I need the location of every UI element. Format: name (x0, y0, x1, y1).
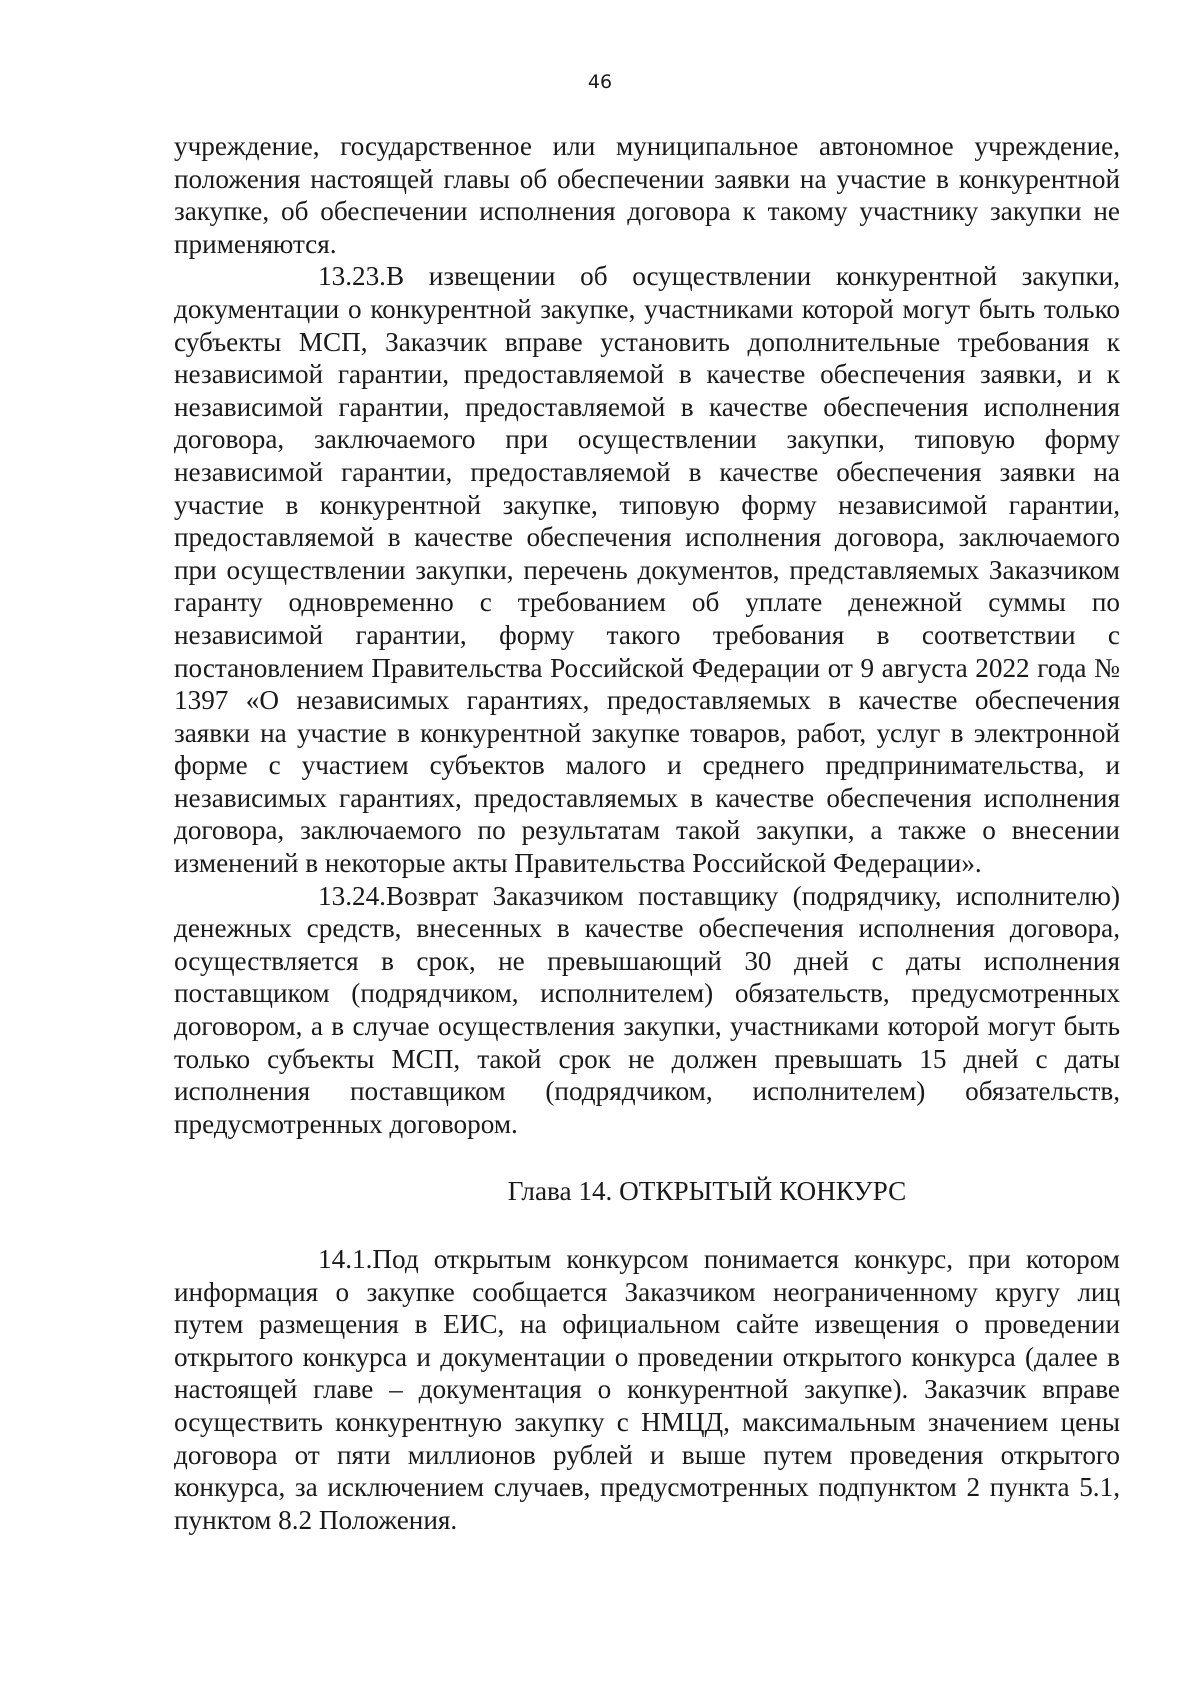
page-number: 46 (587, 71, 613, 93)
clause-number: 14.1. (318, 1244, 373, 1274)
clause-text: Под открытым конкурсом понимается конкурс, при котором информация о закупке сообщается Заказчиком неограниченному кругу лиц путем размещения в ЕИС, на официальном сайте извещения о проведении открытого конкурса и документации о проведении открытого конкурса (далее в настоящей главе – документация о конкурентной закупке). Заказчик вправе осуществить конкурентную закупку с НМЦД, максимальным значением цены договора от пяти миллионов рублей и выше путем проведения открытого конкурса, за исключением случаев, предусмотренных подпунктом 2 пункта 5.1, пунктом 8.2 Положения. (174, 1244, 1120, 1535)
clause-number: 13.23. (318, 261, 386, 292)
clause-14-1 (174, 1243, 1120, 1536)
paragraph-continuation: учреждение, государственное или муниципальное автономное учреждение, положения настоящей главы об обеспечении заявки на участие в конкурентной закупке, об обеспечении исполнения договора к такому участнику закупки не применяются. (174, 131, 1120, 259)
clause-13-23 (174, 260, 1120, 879)
chapter-title: Глава 14. ОТКРЫТЫЙ КОНКУРС (507, 1176, 907, 1207)
clause-13-24 (174, 880, 1120, 1141)
document-body (174, 130, 1120, 1536)
clause-number: 13.24. (318, 880, 386, 911)
clause-text: В извещении об осуществлении конкурентной закупки, документации о конкурентной закупке, участниками которой могут быть только субъекты МСП, Заказчик вправе установить дополнительные требования к независимой гарантии, предоставляемой в качестве обеспечения заявки, и к независимой гарантии, предоставляемой в качестве обеспечения исполнения договора, заключаемого при осуществлении закупки, типовую форму независимой гарантии, предоставляемой в качестве обеспечения заявки на участие в конкурентной закупке, типовую форму независимой гарантии, предоставляемой в качестве обеспечения исполнения договора, заключаемого при осуществлении закупки, перечень документов, представляемых Заказчиком гаранту одновременно с требованием об уплате денежной суммы по независимой гарантии, форму такого требования в соответствии с постановлением Правительства Российской Федерации от 9 августа 2022 года № 1397 «О независимых гарантиях, предоставляемых в качестве обеспечения заявки на участие в конкурентной закупке товаров, работ, услуг в электронной форме с участием субъектов малого и среднего предпринимательства, и независимых гарантиях, предоставляемых в качестве обеспечения исполнения договора, заключаемого по результатам такой закупки, а также о внесении изменений в некоторые акты Правительства Российской Федерации». (174, 261, 1120, 879)
clause-text: Возврат Заказчиком поставщику (подрядчику, исполнителю) денежных средств, внесенных в качестве обеспечения исполнения договора, осуществляется в срок, не превышающий 30 дней с даты исполнения поставщиком (подрядчиком, исполнителем) обязательств, предусмотренных договором, а в случае осуществления закупки, участниками которой могут быть только субъекты МСП, такой срок не должен превышать 15 дней с даты исполнения поставщиком (подрядчиком, исполнителем) обязательств, предусмотренных договором. (174, 880, 1120, 1139)
